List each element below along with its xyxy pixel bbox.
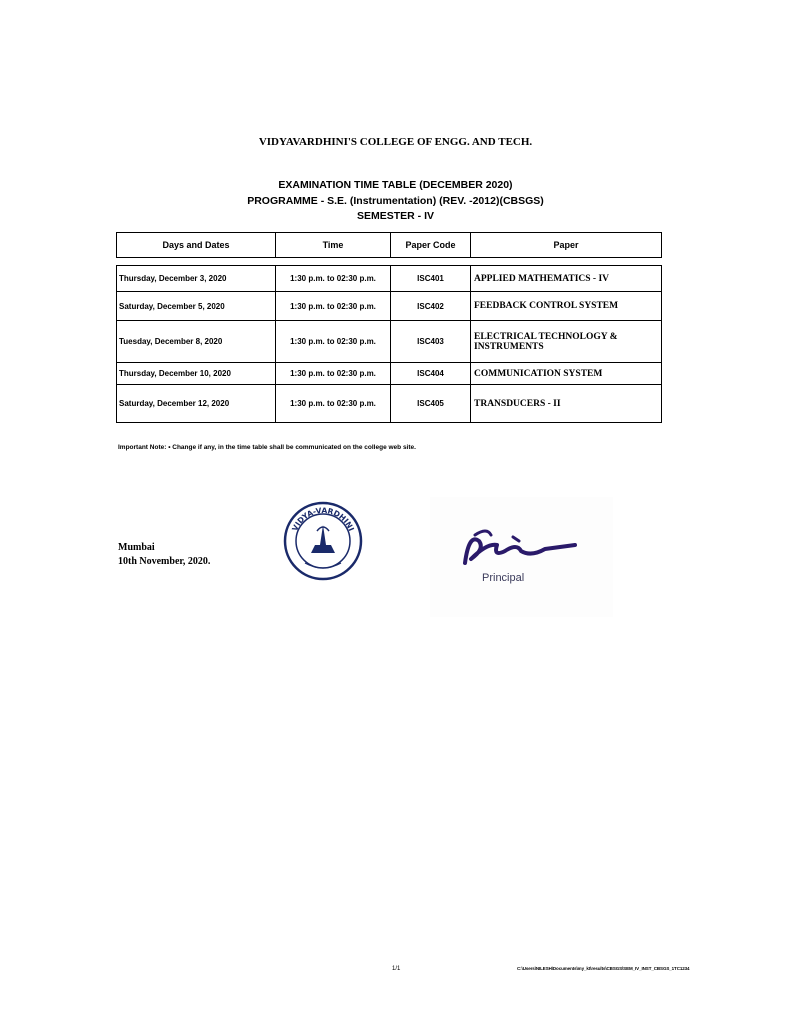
issue-date: 10th November, 2020. <box>118 556 211 567</box>
row-date: Saturday, December 5, 2020 <box>117 292 276 321</box>
place-date-block <box>118 541 210 569</box>
table-row <box>117 292 662 321</box>
timetable-body <box>116 265 662 423</box>
row-time: 1:30 p.m. to 02:30 p.m. <box>276 321 391 363</box>
header-time: Time <box>276 233 391 258</box>
file-path: C:\Users\NILESH\Documents\my_kt\results\CBSGS\SEM_IV_INST_CBSGS_1TC1234 <box>517 966 690 971</box>
row-code: ISC401 <box>391 266 471 292</box>
row-date: Thursday, December 10, 2020 <box>117 363 276 385</box>
place: Mumbai <box>118 542 155 553</box>
header-days-dates: Days and Dates <box>117 233 276 258</box>
row-code: ISC405 <box>391 385 471 423</box>
programme-title: PROGRAMME - S.E. (Instrumentation) (REV. -2012)(CBSGS) <box>247 195 544 207</box>
table-row <box>117 385 662 423</box>
row-paper: APPLIED MATHEMATICS - IV <box>471 266 662 292</box>
row-paper: FEEDBACK CONTROL SYSTEM <box>471 292 662 321</box>
row-paper: TRANSDUCERS - II <box>471 385 662 423</box>
principal-signature-icon <box>457 523 587 573</box>
exam-title: EXAMINATION TIME TABLE (DECEMBER 2020) <box>278 179 513 191</box>
header-paper: Paper <box>471 233 662 258</box>
row-paper: COMMUNICATION SYSTEM <box>471 363 662 385</box>
row-time: 1:30 p.m. to 02:30 p.m. <box>276 363 391 385</box>
row-time: 1:30 p.m. to 02:30 p.m. <box>276 266 391 292</box>
header-paper-code: Paper Code <box>391 233 471 258</box>
row-date: Tuesday, December 8, 2020 <box>117 321 276 363</box>
college-name: VIDYAVARDHINI'S COLLEGE OF ENGG. AND TECH. <box>258 136 533 148</box>
timetable-header <box>116 232 662 258</box>
important-note: Important Note: • Change if any, in the time table shall be communicated on the college web site. <box>118 444 416 451</box>
row-date: Saturday, December 12, 2020 <box>117 385 276 423</box>
row-date: Thursday, December 3, 2020 <box>117 266 276 292</box>
row-paper: ELECTRICAL TECHNOLOGY & INSTRUMENTS <box>471 321 662 363</box>
row-code: ISC402 <box>391 292 471 321</box>
semester-title: SEMESTER - IV <box>356 210 434 222</box>
college-seal-icon <box>283 501 363 581</box>
row-time: 1:30 p.m. to 02:30 p.m. <box>276 385 391 423</box>
svg-text:VIDYA-VARDHINI: VIDYA-VARDHINI <box>290 505 356 533</box>
table-row <box>117 363 662 385</box>
table-row <box>117 266 662 292</box>
row-code: ISC403 <box>391 321 471 363</box>
table-row <box>117 321 662 363</box>
principal-label: Principal <box>482 572 525 584</box>
page-number: 1/1 <box>392 966 401 972</box>
row-code: ISC404 <box>391 363 471 385</box>
row-time: 1:30 p.m. to 02:30 p.m. <box>276 292 391 321</box>
